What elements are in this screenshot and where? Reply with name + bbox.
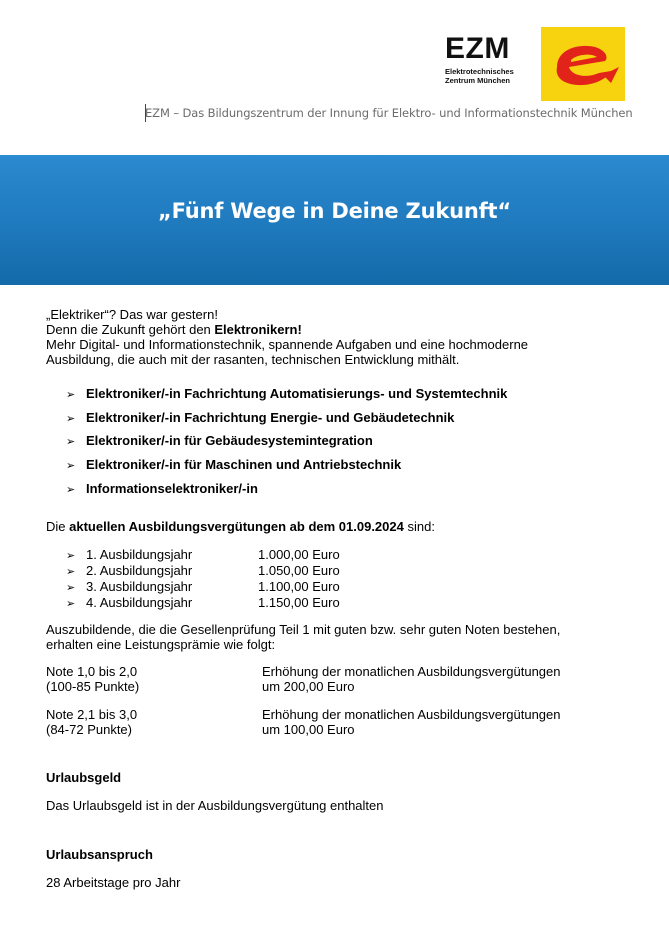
pay-amount: 1.150,00 Euro: [258, 595, 340, 610]
program-label: Elektroniker/-in Fachrichtung Energie- und Gebäudetechnik: [86, 410, 455, 425]
list-item: [66, 433, 373, 448]
table-row: [66, 563, 340, 578]
bonus-grade-1: [46, 664, 139, 694]
bullet-arrow-icon: ➢: [66, 460, 76, 472]
vacation-pay-text: Das Urlaubsgeld ist in der Ausbildungsvergütung enthalten: [46, 798, 384, 813]
bonus-amount: um 200,00 Euro: [262, 679, 355, 694]
bonus-intro-line1: Auszubildende, die die Gesellenprüfung Teil 1 mit guten bzw. sehr guten Noten bestehen,: [46, 622, 561, 637]
intro-line4: Ausbildung, die auch mit der rasanten, technischen Entwicklung mithält.: [46, 352, 460, 367]
grade-range: Note 1,0 bis 2,0: [46, 664, 138, 679]
bonus-desc-2: [262, 707, 561, 737]
vacation-pay-heading: Urlaubsgeld: [46, 770, 122, 785]
bullet-arrow-icon: ➢: [66, 582, 76, 594]
grade-points: (100-85 Punkte): [46, 679, 140, 694]
intro-line2-bold: Elektronikern!: [214, 322, 302, 337]
pay-amount: 1.100,00 Euro: [258, 579, 340, 594]
program-label: Elektroniker/-in für Gebäudesystemintegration: [86, 433, 373, 448]
logo-emblem-icon: [541, 27, 625, 101]
bullet-arrow-icon: ➢: [66, 598, 76, 610]
logo-subtitle: [445, 67, 540, 85]
program-label: Elektroniker/-in für Maschinen und Antriebstechnik: [86, 457, 402, 472]
intro-paragraph: [46, 307, 528, 367]
intro-line2-text: Denn die Zukunft gehört den: [46, 322, 215, 337]
bullet-arrow-icon: ➢: [66, 413, 76, 425]
table-row: [66, 547, 340, 562]
table-row: [66, 595, 340, 610]
bonus-amount: um 100,00 Euro: [262, 722, 355, 737]
table-row: [66, 579, 340, 594]
bullet-arrow-icon: ➢: [66, 550, 76, 562]
bonus-grade-2: [46, 707, 137, 737]
program-label: Elektroniker/-in Fachrichtung Automatisierungs- und Systemtechnik: [86, 386, 508, 401]
header-subtitle: EZM – Das Bildungszentrum der Innung für Elektro- und Informationstechnik München: [145, 106, 633, 120]
bonus-description: Erhöhung der monatlichen Ausbildungsvergütungen: [262, 707, 561, 722]
bonus-description: Erhöhung der monatlichen Ausbildungsvergütungen: [262, 664, 561, 679]
pay-year: 2. Ausbildungsjahr: [86, 563, 193, 578]
list-item: [66, 386, 507, 401]
pay-intro: [46, 519, 435, 534]
logo-sub-line1: Elektrotechnisches: [445, 67, 514, 76]
logo-sub-line2: Zentrum München: [445, 76, 510, 85]
program-label: Informationselektroniker/-in: [86, 481, 258, 496]
pay-amount: 1.050,00 Euro: [258, 563, 340, 578]
logo-wordmark: [445, 34, 540, 85]
banner-title: „Fünf Wege in Deine Zukunft“: [158, 199, 511, 223]
pay-year: 1. Ausbildungsjahr: [86, 547, 193, 562]
bullet-arrow-icon: ➢: [66, 566, 76, 578]
intro-line3: Mehr Digital- und Informationstechnik, spannende Aufgaben und eine hochmoderne: [46, 337, 529, 352]
intro-line1: „Elektriker“? Das war gestern!: [46, 307, 218, 322]
bullet-arrow-icon: ➢: [66, 436, 76, 448]
pay-year: 4. Ausbildungsjahr: [86, 595, 193, 610]
list-item: [66, 410, 454, 425]
list-item: [66, 457, 401, 472]
pay-amount: 1.000,00 Euro: [258, 547, 340, 562]
pay-year: 3. Ausbildungsjahr: [86, 579, 193, 594]
e-mark-icon: [541, 27, 625, 101]
vacation-heading: Urlaubsanspruch: [46, 847, 153, 862]
bonus-intro-line2: erhalten eine Leistungsprämie wie folgt:: [46, 637, 276, 652]
bonus-desc-1: [262, 664, 561, 694]
logo-name: EZM: [445, 32, 510, 65]
intro-line2: [46, 322, 528, 337]
grade-range: Note 2,1 bis 3,0: [46, 707, 138, 722]
pay-intro-bold: aktuellen Ausbildungsvergütungen ab dem 01.09.2024: [69, 519, 404, 534]
list-item: [66, 481, 258, 496]
vacation-text: 28 Arbeitstage pro Jahr: [46, 875, 181, 890]
grade-points: (84-72 Punkte): [46, 722, 132, 737]
bonus-intro: [46, 622, 560, 652]
pay-intro-pre: Die: [46, 519, 70, 534]
bullet-arrow-icon: ➢: [66, 484, 76, 496]
pay-intro-post: sind:: [403, 519, 435, 534]
bullet-arrow-icon: ➢: [66, 389, 76, 401]
